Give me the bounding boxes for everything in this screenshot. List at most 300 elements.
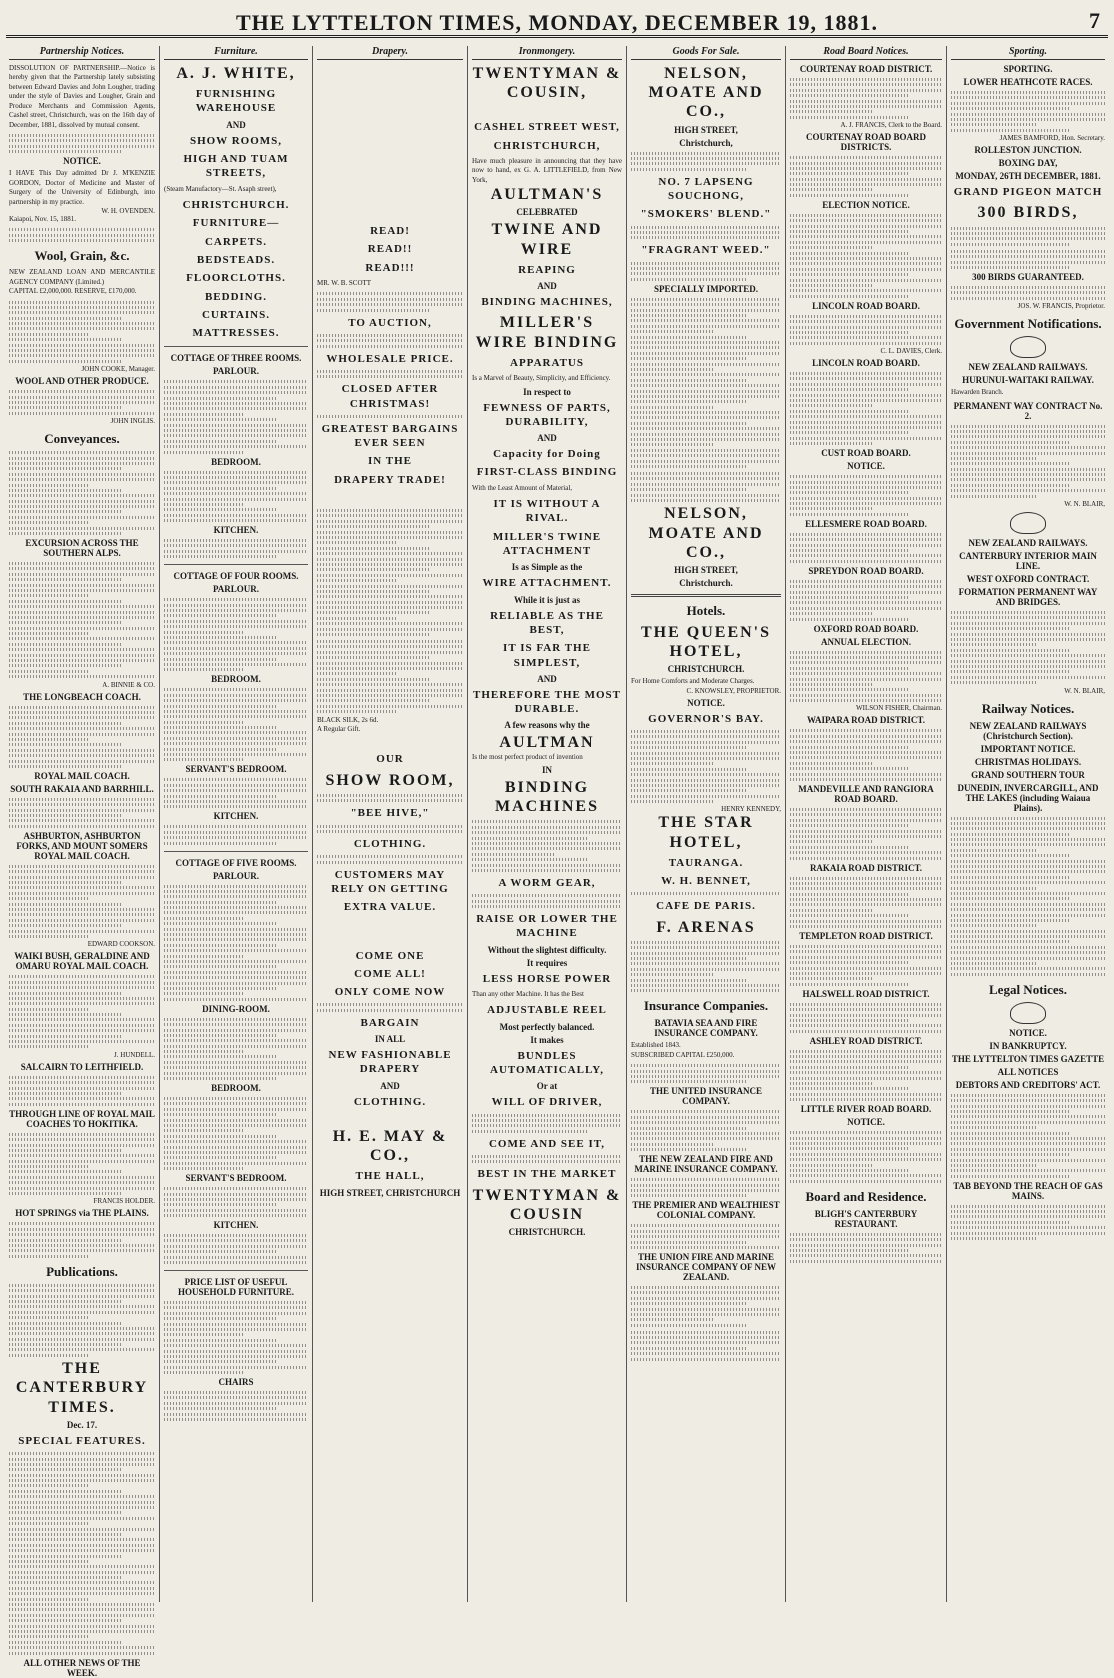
text-line: [472, 837, 589, 840]
text-line: [164, 386, 308, 389]
caps-line: SHOW ROOMS,: [189, 134, 283, 147]
text-line: [951, 838, 1105, 841]
text-line: [951, 670, 1071, 673]
small-print: [790, 945, 942, 986]
small-print: [631, 1286, 781, 1327]
text-line: [631, 1127, 748, 1130]
text-line: [317, 579, 397, 582]
text-line: [951, 1099, 1105, 1102]
subheading: AND: [537, 433, 557, 444]
small-print: [472, 1114, 622, 1133]
subheading: KITCHEN.: [213, 811, 259, 822]
section-title: Legal Notices.: [989, 981, 1067, 997]
section-title: Conveyances.: [44, 431, 120, 447]
text-line: [164, 402, 308, 405]
text-line: [951, 633, 1105, 636]
text-line: [317, 520, 463, 523]
caps-line: A WORM GEAR,: [498, 876, 596, 889]
small-print: [790, 475, 942, 516]
subheading: BEDROOM.: [211, 1083, 261, 1094]
text-line: [164, 1124, 308, 1127]
text-line: [631, 1318, 714, 1321]
text-line: [631, 1230, 781, 1233]
subheading: FORMATION PERMANENT WAY AND BRIDGES.: [958, 587, 1098, 608]
text-line: [951, 919, 1071, 922]
text-line: [951, 833, 1071, 836]
text-line: [790, 830, 942, 833]
text-line: [790, 320, 942, 323]
text-line: [164, 620, 308, 623]
text-line: [164, 1072, 308, 1075]
text-line: [317, 694, 463, 697]
text-line: [472, 853, 555, 856]
text-line: [317, 345, 463, 348]
text-line: [164, 550, 308, 553]
small-print: [951, 1205, 1105, 1240]
signature: EDWARD COOKSON.: [87, 940, 155, 949]
text-line: [631, 341, 781, 344]
text-line: [951, 681, 1036, 684]
text-line: [9, 1495, 155, 1498]
text-line: [9, 611, 155, 614]
small-print: [790, 1003, 942, 1033]
text-line: [164, 1077, 276, 1080]
small-print: [9, 1222, 155, 1257]
text-line: [317, 509, 463, 512]
subheading: AND: [380, 1080, 400, 1091]
text-line: [951, 843, 1105, 846]
text-line: [790, 178, 942, 181]
text-line: [317, 678, 431, 681]
signature: J. HUNDELL.: [113, 1050, 155, 1059]
display-line: THE CANTERBURY TIMES.: [15, 1360, 149, 1416]
text-line: [9, 1452, 155, 1455]
text-line: [317, 611, 431, 614]
subheading: AND: [537, 673, 557, 684]
text-line: [790, 903, 942, 906]
text-line: [9, 338, 123, 341]
text-line: [790, 437, 942, 440]
text-line: [164, 944, 276, 947]
subheading: It makes: [530, 1034, 564, 1045]
text-line: [9, 505, 155, 508]
caps-line: ADJUSTABLE REEL: [487, 1004, 607, 1017]
text-line: [164, 380, 308, 383]
small-print: [790, 1050, 942, 1102]
text-line: [631, 231, 781, 234]
small-print: [631, 262, 781, 281]
small-print: [790, 877, 942, 929]
text-line: [472, 1124, 622, 1127]
text-line: [164, 1323, 308, 1326]
text-line: [9, 727, 155, 730]
text-line: [317, 606, 463, 609]
text-line: [9, 1625, 155, 1628]
text-line: [164, 397, 276, 400]
text-line: [9, 1024, 155, 1027]
text-line: [631, 494, 781, 497]
small-print: [790, 1233, 942, 1263]
text-line: [9, 473, 155, 476]
text-line: [631, 1080, 748, 1083]
text-line: [9, 1538, 155, 1541]
caps-line: FURNISHING WAREHOUSE: [195, 88, 277, 115]
text-line: [631, 1286, 781, 1289]
display-line: BINDING MACHINES: [494, 779, 599, 816]
subheading: HURUNUI-WAITAKI RAILWAY.: [962, 375, 1094, 386]
text-line: [9, 892, 155, 895]
text-line: [9, 1544, 155, 1547]
text-line: [631, 1331, 781, 1334]
text-line: [317, 590, 431, 593]
small-print: [631, 152, 781, 171]
small-print: [317, 640, 463, 713]
text-line: [790, 1008, 942, 1011]
text-line: [790, 1180, 942, 1183]
text-line: [790, 252, 909, 255]
text-line: [164, 1391, 308, 1394]
text-line: [317, 309, 431, 312]
text-line: [9, 1646, 155, 1649]
text-line: [9, 594, 89, 597]
text-line: [790, 377, 942, 380]
text-line: [164, 631, 243, 634]
text-line: [951, 935, 1105, 938]
text-line: [631, 472, 781, 475]
text-line: [9, 1560, 89, 1563]
text-line: [164, 604, 308, 607]
subheading: PARLOUR.: [212, 870, 260, 881]
text-line: [631, 768, 748, 771]
text-line: [790, 683, 874, 686]
text-line: [9, 1311, 155, 1314]
text-line: [631, 309, 781, 312]
body-text: Is a Marvel of Beauty, Simplicity, and Efficiency.: [472, 374, 611, 383]
text-line: [9, 997, 155, 1000]
text-line: [951, 973, 1105, 976]
text-line: [9, 1076, 155, 1079]
text-line: [951, 817, 1105, 820]
signature: W. H. OVENDEN.: [101, 206, 155, 215]
text-line: [164, 1333, 243, 1336]
text-line: [631, 973, 714, 976]
text-line: [317, 640, 463, 643]
text-line: [9, 754, 155, 757]
spacer: [317, 919, 463, 945]
text-line: [951, 665, 1105, 668]
subheading: COTTAGE OF THREE ROOMS.: [170, 353, 302, 364]
text-line: [9, 451, 155, 454]
text-line: [631, 968, 781, 971]
subheading: ROLLESTON JUNCTION.: [974, 145, 1082, 156]
text-line: [631, 411, 781, 414]
text-line: [9, 1576, 123, 1579]
text-line: [951, 887, 1036, 890]
text-line: [9, 145, 155, 148]
section-title: Government Notifications.: [954, 316, 1102, 332]
small-print: [951, 227, 1105, 246]
subheading: BOXING DAY,: [998, 158, 1058, 169]
text-line: [790, 156, 942, 159]
small-print: [631, 892, 781, 895]
text-line: [164, 391, 308, 394]
text-line: [472, 1130, 589, 1133]
text-line: [631, 1341, 781, 1344]
text-line: [790, 601, 942, 604]
text-line: [790, 549, 909, 552]
text-line: [9, 1228, 155, 1231]
text-line: [951, 627, 1071, 630]
text-line: [164, 668, 243, 671]
text-line: [790, 1030, 942, 1033]
text-line: [164, 1039, 308, 1042]
text-line: [317, 541, 397, 544]
text-line: [317, 689, 463, 692]
small-print: [317, 855, 463, 863]
text-line: [164, 445, 308, 448]
small-print: [472, 1155, 622, 1163]
small-print: [164, 1187, 308, 1217]
text-line: [951, 914, 1105, 917]
caps-line: READ!!!: [365, 261, 415, 274]
small-print: [951, 91, 1105, 132]
small-print: [9, 1284, 155, 1357]
text-line: [164, 1140, 308, 1143]
small-print: [790, 533, 942, 563]
small-print: [631, 1110, 781, 1151]
text-line: [164, 614, 276, 617]
text-line: [9, 360, 123, 363]
text-line: [317, 574, 463, 577]
text-line: [631, 346, 781, 349]
text-line: [631, 1291, 781, 1294]
caps-line: READ!: [370, 225, 410, 237]
subheading: LINCOLN ROAD BOARD.: [812, 300, 920, 311]
small-print: [317, 825, 463, 833]
text-line: [9, 1479, 155, 1482]
subheading: LINCOLN ROAD BOARD.: [812, 358, 920, 369]
text-line: [9, 643, 123, 646]
text-line: [631, 488, 748, 491]
text-line: [631, 395, 781, 398]
section-title: Hotels.: [686, 602, 726, 618]
text-line: [790, 372, 942, 375]
subheading: SPECIALLY IMPORTED.: [653, 283, 759, 294]
small-print: [631, 226, 781, 240]
text-line: [9, 1533, 123, 1536]
subheading: LOWER HEATHCOTE RACES.: [963, 77, 1093, 87]
text-line: [951, 441, 1071, 444]
section-heading: Goods For Sale.: [631, 46, 781, 60]
text-line: [790, 399, 942, 402]
subheading: COURTENAY ROAD BOARD DISTRICTS.: [805, 132, 927, 153]
text-line: [164, 1360, 276, 1363]
text-line: [472, 1160, 622, 1163]
text-line: [164, 737, 308, 740]
text-line: [9, 1018, 155, 1021]
text-line: [631, 1184, 781, 1187]
text-line: [9, 865, 155, 868]
body-text: A Regular Gift.: [317, 724, 361, 733]
subheading: SALCAIRN TO LEITHFIELD.: [20, 1061, 144, 1072]
text-line: [790, 388, 909, 391]
subheading: HALSWELL ROAD DISTRICT.: [802, 988, 930, 999]
text-line: [164, 1108, 308, 1111]
text-line: [631, 433, 781, 436]
text-line: [790, 1254, 942, 1257]
text-line: [164, 1402, 308, 1405]
text-line: [9, 919, 155, 922]
text-line: [790, 773, 942, 776]
text-line: [164, 1034, 276, 1037]
text-line: [631, 168, 748, 171]
signature: HENRY KENNEDY,: [721, 805, 781, 814]
text-line: [164, 1317, 276, 1320]
text-line: [790, 172, 909, 175]
spacer: [317, 734, 463, 748]
text-line: [9, 311, 155, 314]
signature: FRANCIS HOLDER.: [93, 1197, 155, 1206]
text-line: [472, 869, 622, 872]
text-line: [9, 1484, 89, 1487]
caps-line: IN THE: [367, 455, 412, 468]
text-line: [631, 226, 781, 229]
text-line: [790, 89, 942, 92]
text-line: [790, 560, 942, 563]
text-line: [951, 266, 1071, 269]
body-text: SUBSCRIBED CAPITAL £250,000.: [631, 1050, 735, 1059]
text-line: [951, 1126, 1036, 1129]
text-line: [631, 427, 781, 430]
text-line: [9, 876, 155, 879]
text-line: [164, 928, 308, 931]
subheading: EXCURSION ACROSS THE SOUTHERN ALPS.: [25, 538, 139, 559]
text-line: [631, 298, 781, 301]
column-furniture: [161, 46, 311, 1602]
text-line: [164, 742, 308, 745]
subheading: In respect to: [523, 386, 571, 397]
text-line: [9, 562, 155, 565]
text-line: [9, 765, 123, 768]
text-line: [790, 502, 942, 505]
text-line: [164, 503, 243, 506]
caps-line: NEW FASHIONABLE DRAPERY: [328, 1049, 452, 1076]
subheading: KITCHEN.: [213, 1220, 259, 1231]
text-line: [317, 830, 463, 833]
small-print: [951, 1094, 1105, 1178]
text-line: [790, 1003, 942, 1006]
page-number: 7: [1089, 8, 1100, 33]
text-line: [631, 262, 781, 265]
text-line: [9, 1087, 155, 1090]
text-line: [790, 920, 942, 923]
text-line: [9, 1045, 89, 1048]
text-line: [951, 462, 1071, 465]
text-line: [631, 303, 781, 306]
text-line: [9, 1187, 155, 1190]
text-line: [631, 752, 781, 755]
text-line: [790, 678, 942, 681]
small-print: [790, 729, 942, 781]
caps-line: CHRISTCHURCH,: [493, 139, 601, 152]
text-line: [9, 1081, 155, 1084]
subheading: THE LYTTELTON TIMES GAZETTE: [951, 1053, 1105, 1064]
caps-line: HIGH AND TUAM STREETS,: [183, 153, 289, 180]
subheading: ROYAL MAIL COACH.: [34, 770, 130, 781]
text-line: [164, 1061, 308, 1064]
text-line: [9, 908, 155, 911]
text-line: [790, 1137, 942, 1140]
small-print: [164, 380, 308, 453]
text-line: [317, 601, 463, 604]
text-line: [9, 1581, 155, 1584]
text-line: [951, 1210, 1105, 1213]
text-line: [951, 881, 1105, 884]
text-line: [790, 694, 942, 697]
subheading: COURTENAY ROAD DISTRICT.: [799, 64, 933, 74]
text-line: [631, 941, 781, 944]
text-line: [164, 710, 308, 713]
caps-line: CARPETS.: [204, 235, 268, 248]
text-line: [790, 735, 942, 738]
text-line: [790, 257, 942, 260]
spacer: [472, 102, 622, 116]
text-line: [631, 746, 748, 749]
text-line: [790, 225, 942, 228]
text-line: [631, 1070, 781, 1073]
text-line: [631, 962, 781, 965]
text-line: [317, 622, 463, 625]
subheading: PARLOUR.: [212, 584, 260, 595]
text-line: [164, 895, 308, 898]
text-line: [951, 660, 1105, 663]
text-line: [790, 893, 909, 896]
text-line: [164, 413, 243, 416]
text-line: [631, 465, 748, 468]
text-line: [951, 435, 1105, 438]
text-line: [9, 317, 123, 320]
text-line: [9, 1144, 155, 1147]
text-line: [631, 957, 748, 960]
text-line: [631, 1224, 781, 1227]
text-line: [631, 984, 781, 987]
text-line: [164, 1029, 308, 1032]
text-line: [631, 1137, 781, 1140]
text-line: [951, 495, 1036, 498]
text-line: [317, 617, 397, 620]
text-line: [790, 410, 909, 413]
caps-line: CLOSED AFTER CHRISTMAS!: [341, 383, 439, 410]
caps-line: BEDDING.: [204, 290, 268, 303]
text-line: [9, 1239, 123, 1242]
subheading: WAIPARA ROAD DISTRICT.: [807, 715, 925, 726]
text-line: [790, 284, 874, 287]
text-line: [9, 675, 155, 678]
text-line: [164, 1418, 308, 1421]
small-print: [631, 298, 781, 468]
text-line: [9, 632, 89, 635]
text-line: [164, 715, 308, 718]
display-line: THE QUEEN'S HOTEL,: [640, 623, 772, 661]
text-line: [951, 951, 1105, 954]
text-line: [317, 699, 431, 702]
text-line: [790, 661, 942, 664]
text-line: [9, 600, 123, 603]
text-line: [790, 246, 874, 249]
text-line: [9, 234, 155, 237]
text-line: [790, 1055, 942, 1058]
text-line: [790, 241, 942, 244]
